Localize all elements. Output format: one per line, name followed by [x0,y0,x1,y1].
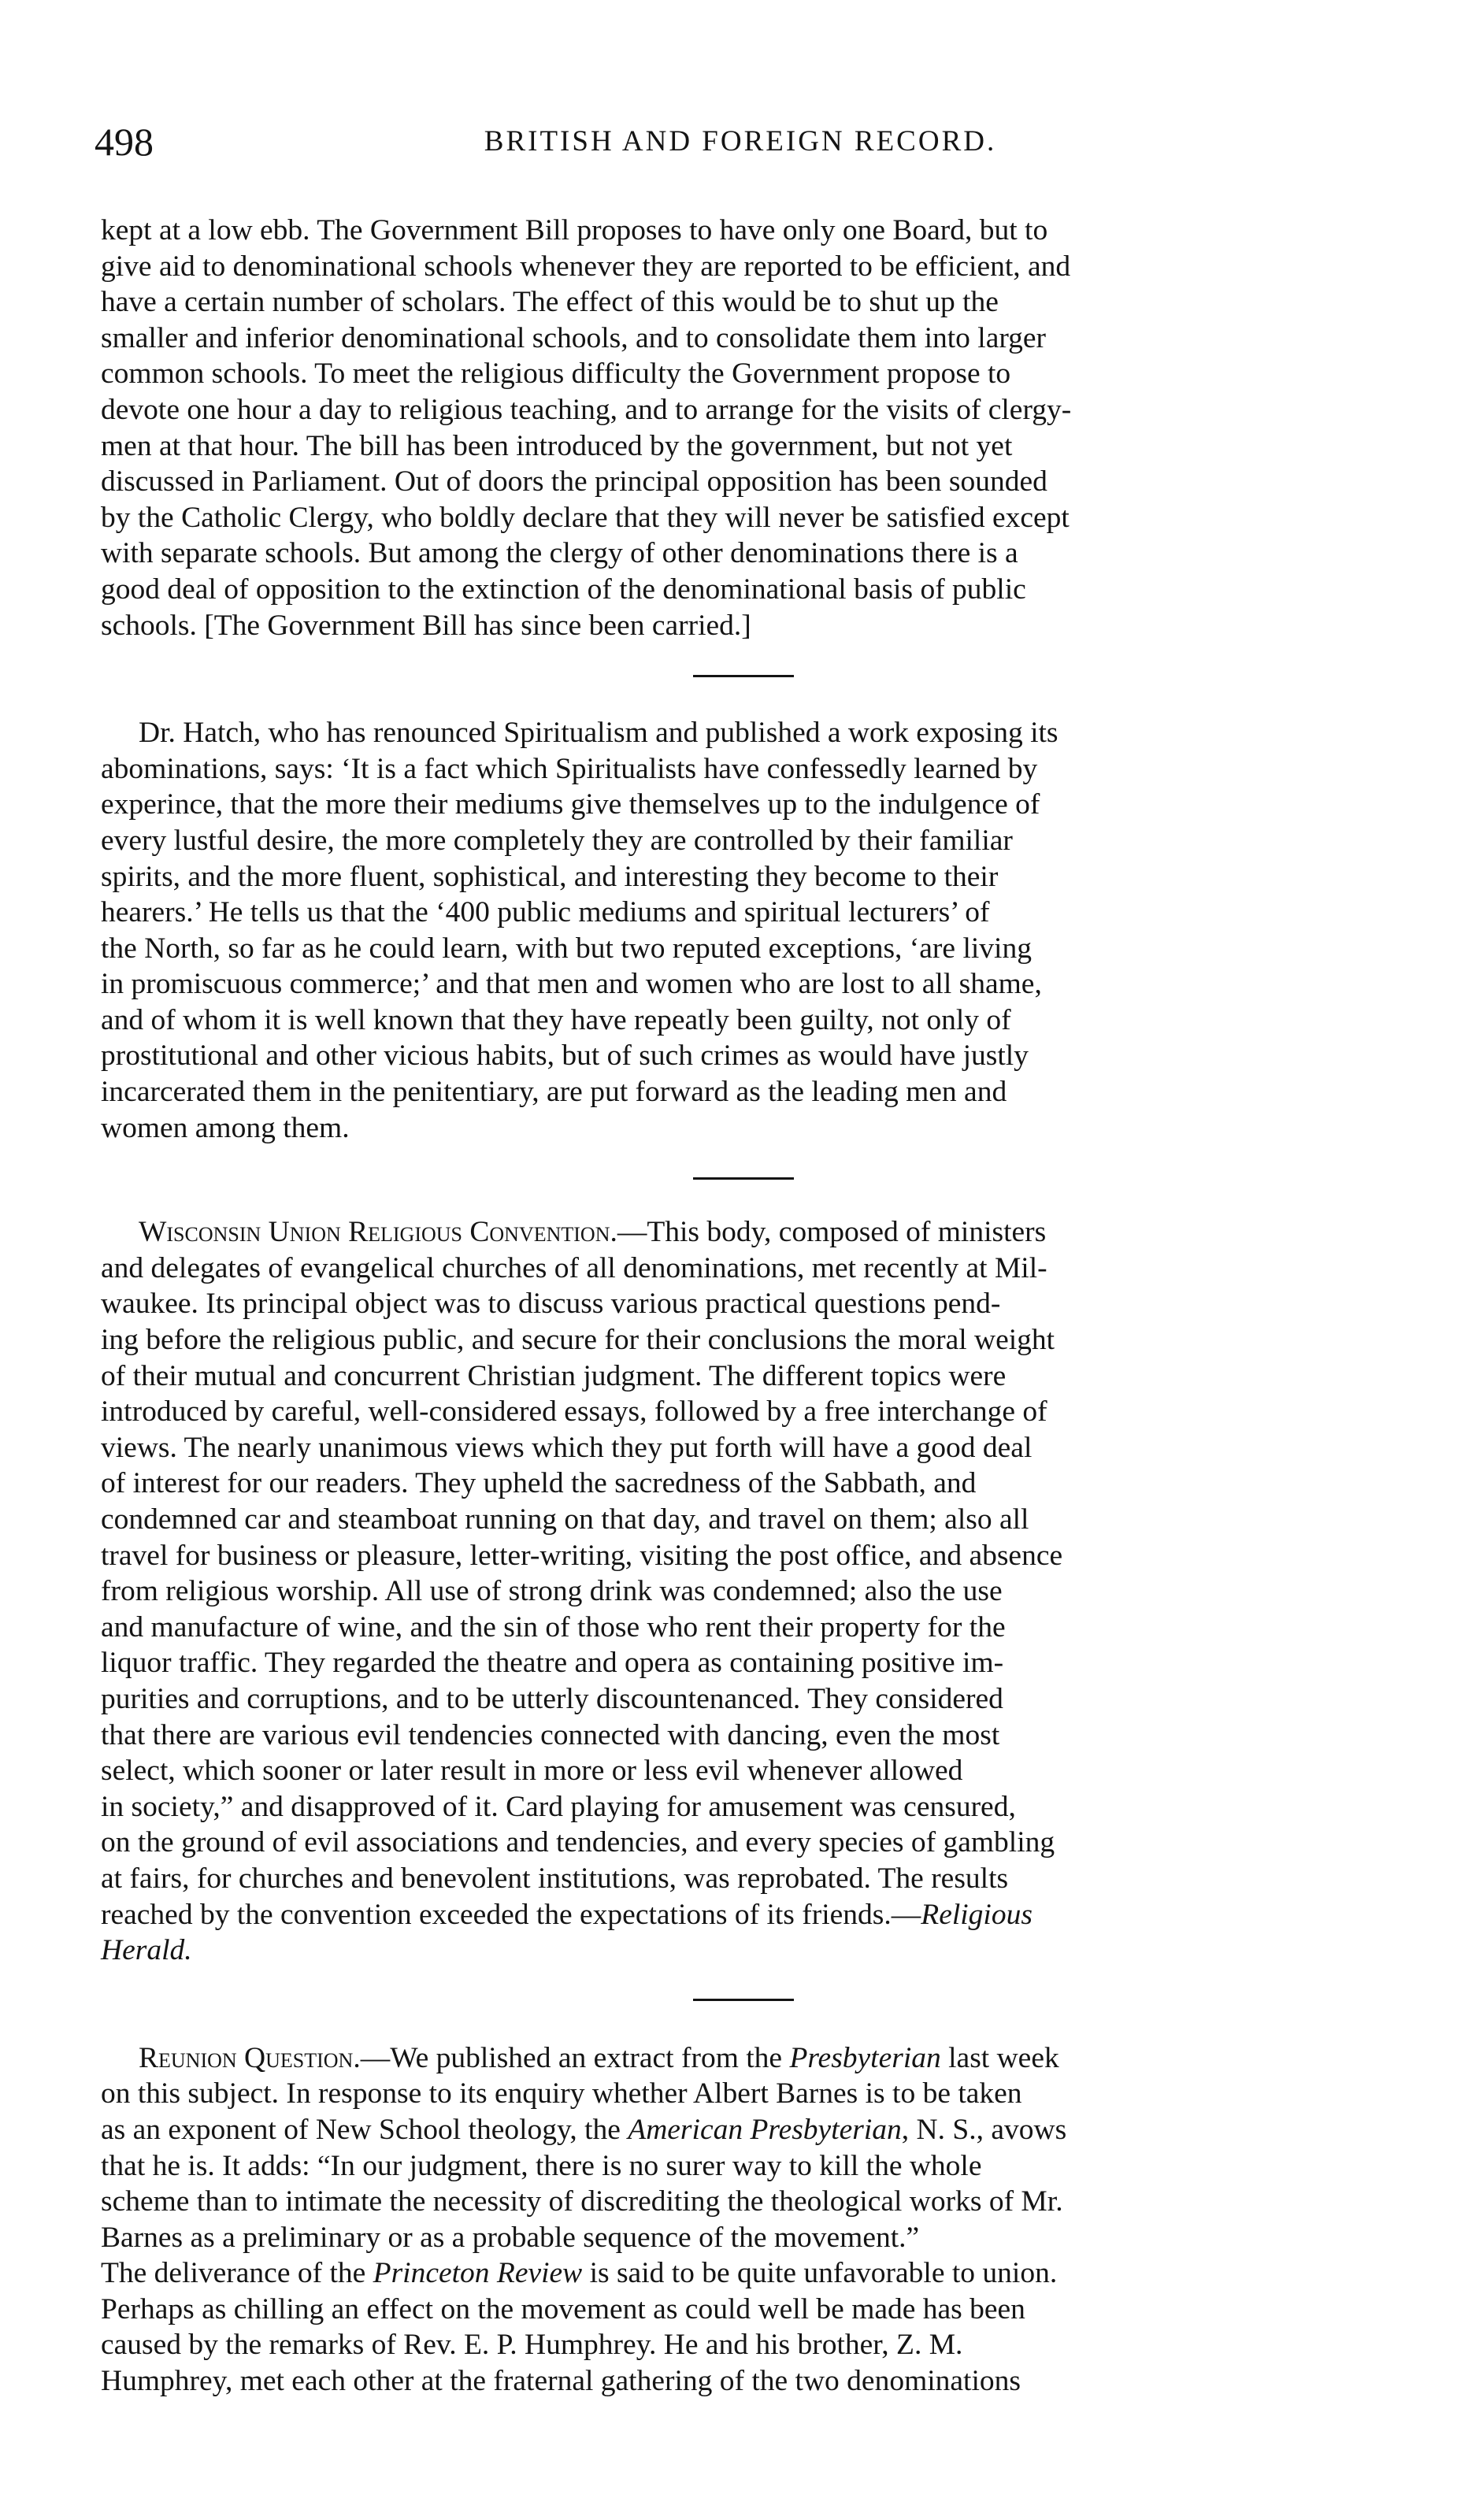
section-divider [693,1999,794,2001]
publication-title: Presbyterian [789,2041,941,2074]
text-line: at fairs, for churches and benevolent institutions, was reprobated. The results [101,1862,1009,1895]
text-line: in society,” and disapproved of it. Card playing for amusement was censured, [101,1790,1016,1823]
section-divider [693,675,794,677]
text-line: smaller and inferior denominational schools, and to consolidate them into larger [101,321,1047,354]
publication-title: Princeton Review [373,2257,583,2290]
publication-title: American Presbyterian [628,2113,902,2146]
text-line: the North, so far as he could learn, with but two reputed exceptions, ‘are living [101,932,1032,965]
paragraph-princeton-review [101,2255,1386,2399]
text-line: liquor traffic. They regarded the theatre and opera as containing positive im- [101,1647,1004,1680]
section-heading: Wisconsin Union Religious Convention. [139,1216,617,1249]
article-body [101,213,1386,2400]
text-line: select, which sooner or later result in more or less evil whenever allowed [101,1755,963,1788]
text-run: —We published an extract from the [360,2041,790,2074]
text-line: kept at a low ebb. The Government Bill proposes to have only one Board, but to [101,214,1048,246]
text-run: reached by the convention exceeded the expectations of its friends.— [101,1898,921,1931]
text-line: with separate schools. But among the clergy of other denominations there is a [101,537,1018,570]
text-line: by the Catholic Clergy, who boldly declare that they will never be satisfied except [101,501,1070,534]
paragraph-wisconsin-convention [101,1214,1386,1968]
text-run: , N. S., avows [901,2113,1067,2146]
text-line [101,1214,1386,1251]
text-line: of their mutual and concurrent Christian judgment. The different topics were [101,1359,1007,1392]
text-run: is said to be quite unfavorable to union. [582,2257,1058,2290]
section-heading: Reunion Question. [139,2041,361,2074]
text-line [101,1897,1386,1933]
section-divider [693,1177,794,1180]
text-run: —This body, composed of ministers [617,1216,1047,1249]
text-line: ing before the religious public, and secure for their conclusions the moral weight [101,1324,1055,1357]
text-line: caused by the remarks of Rev. E. P. Humphrey. He and his brother, Z. M. [101,2329,963,2362]
text-line: Perhaps as chilling an effect on the movement as could well be made has been [101,2292,1025,2325]
text-line: women among them. [101,1111,350,1144]
text-run: The deliverance of the [101,2257,373,2290]
text-line: scheme than to intimate the necessity of discrediting the theological works of Mr. [101,2185,1063,2218]
text-line: abominations, says: ‘It is a fact which Spiritualists have confessedly learned by [101,752,1038,785]
paragraph-schools [101,213,1386,643]
text-line: every lustful desire, the more completely they are controlled by their familiar [101,824,1013,857]
text-line: give aid to denominational schools whenever they are reported to be efficient, and [101,250,1071,283]
text-line: and of whom it is well known that they have repeatly been guilty, not only of [101,1003,1011,1036]
text-line: that there are various evil tendencies connected with dancing, even the most [101,1718,1000,1751]
text-line: schools. [The Government Bill has since been carried.] [101,609,751,642]
text-line: on this subject. In response to its enquiry whether Albert Barnes is to be taken [101,2077,1022,2110]
text-run: last week [940,2041,1059,2074]
text-line: discussed in Parliament. Out of doors the principal opposition has been sounded [101,465,1047,498]
text-line [101,2112,1386,2148]
page-number: 498 [95,120,154,164]
text-line: devote one hour a day to religious teaching, and to arrange for the visits of clergy- [101,393,1072,426]
text-line: Dr. Hatch, who has renounced Spiritualism and published a work exposing its [139,717,1058,750]
running-head: BRITISH AND FOREIGN RECORD. [484,125,997,158]
text-line: prostitutional and other vicious habits, but of such crimes as would have justly [101,1040,1029,1073]
text-line: condemned car and steamboat running on that day, and travel on them; also all [101,1503,1029,1536]
text-line: that he is. It adds: “In our judgment, there is no surer way to kill the whole [101,2149,982,2182]
text-line [101,2255,1386,2292]
text-line: travel for business or pleasure, letter-writing, visiting the post office, and absence [101,1539,1063,1572]
text-line: on the ground of evil associations and tendencies, and every species of gambling [101,1826,1055,1859]
text-line: Humphrey, met each other at the fraternal gathering of the two denominations [101,2365,1021,2398]
text-line: introduced by careful, well-considered essays, followed by a free interchange of [101,1395,1047,1429]
text-line: common schools. To meet the religious difficulty the Government propose to [101,358,1011,391]
text-line: hearers.’ He tells us that the ‘400 public mediums and spiritual lecturers’ of [101,896,990,929]
text-line: waukee. Its principal object was to discuss various practical questions pend- [101,1288,1001,1321]
text-line: from religious worship. All use of strong drink was condemned; also the use [101,1575,1003,1608]
paragraph-spiritualism [101,715,1386,1146]
text-line: good deal of opposition to the extinction of the denominational basis of public [101,573,1026,606]
text-line: and manufacture of wine, and the sin of those who rent their property for the [101,1610,1006,1644]
text-line: of interest for our readers. They upheld the sacredness of the Sabbath, and [101,1467,977,1500]
text-line: spirits, and the more fluent, sophistical, and interesting they become to their [101,860,999,893]
text-line: men at that hour. The bill has been introduced by the government, but not yet [101,429,1013,462]
text-line: in promiscuous commerce;’ and that men and women who are lost to all shame, [101,968,1042,1001]
text-run: as an exponent of New School theology, the [101,2113,628,2146]
text-line: experince, that the more their mediums give themselves up to the indulgence of [101,788,1040,821]
text-line [101,1933,1386,1969]
text-line: incarcerated them in the penitentiary, are put forward as the leading men and [101,1076,1007,1109]
source-citation: Herald. [101,1934,192,1967]
source-citation: Religious [921,1898,1033,1931]
text-line: Barnes as a preliminary or as a probable sequence of the movement.” [101,2221,920,2254]
text-line [101,2040,1386,2077]
text-line: purities and corruptions, and to be utterly discountenanced. They considered [101,1682,1003,1715]
paragraph-reunion-question [101,2040,1386,2256]
text-line: have a certain number of scholars. The effect of this would be to shut up the [101,286,999,319]
text-line: views. The nearly unanimous views which they put forth will have a good deal [101,1431,1033,1464]
text-line: and delegates of evangelical churches of all denominations, met recently at Mil- [101,1251,1047,1284]
page-header [95,118,1386,165]
